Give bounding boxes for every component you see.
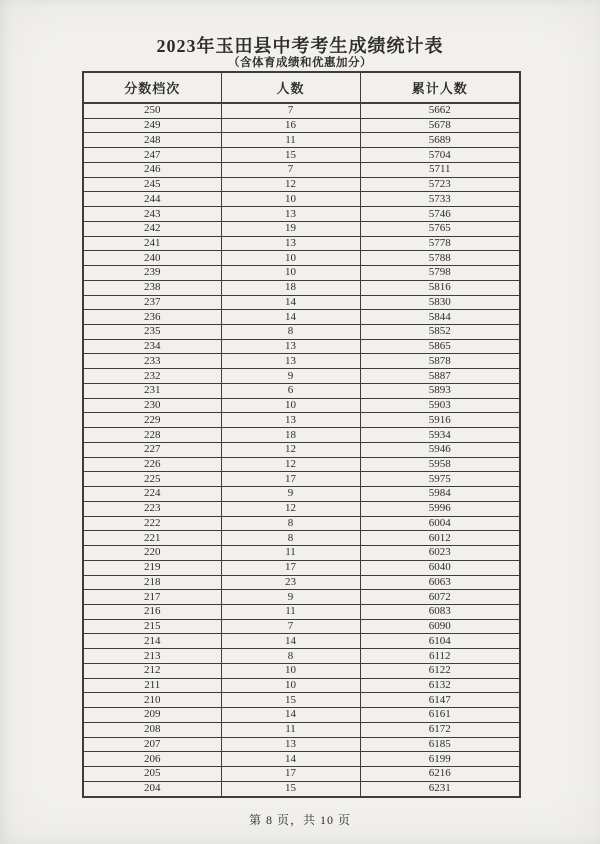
score-level-cell: 235 — [83, 325, 221, 340]
count-cell: 15 — [221, 693, 360, 708]
table-row — [83, 487, 520, 502]
score-level-cell: 209 — [83, 708, 221, 723]
score-level-cell: 227 — [83, 442, 221, 457]
count-cell: 17 — [221, 560, 360, 575]
count-cell: 7 — [221, 162, 360, 177]
cumulative-count-cell: 6072 — [360, 590, 520, 605]
cumulative-count-cell: 5975 — [360, 472, 520, 487]
count-cell: 8 — [221, 516, 360, 531]
cumulative-count-cell: 6040 — [360, 560, 520, 575]
cumulative-count-cell: 6132 — [360, 678, 520, 693]
table-row — [83, 310, 520, 325]
table-row — [83, 531, 520, 546]
count-cell: 10 — [221, 266, 360, 281]
page-title: 2023年玉田县中考考生成绩统计表 — [156, 36, 444, 56]
count-cell: 13 — [221, 413, 360, 428]
table-row — [83, 133, 520, 148]
table-row — [83, 693, 520, 708]
cumulative-count-cell: 6231 — [360, 781, 520, 796]
cumulative-count-cell: 5816 — [360, 280, 520, 295]
table-row — [83, 663, 520, 678]
table-row — [83, 369, 520, 384]
cumulative-count-cell: 5916 — [360, 413, 520, 428]
table-row — [83, 575, 520, 590]
cumulative-count-cell: 6090 — [360, 619, 520, 634]
cumulative-count-cell: 5746 — [360, 207, 520, 222]
score-level-cell: 218 — [83, 575, 221, 590]
score-level-cell: 224 — [83, 487, 221, 502]
score-level-cell: 223 — [83, 501, 221, 516]
cumulative-count-cell: 5893 — [360, 383, 520, 398]
cumulative-count-cell: 5958 — [360, 457, 520, 472]
table-row — [83, 339, 520, 354]
cumulative-count-cell: 6023 — [360, 546, 520, 561]
score-level-cell: 212 — [83, 663, 221, 678]
score-level-cell: 221 — [83, 531, 221, 546]
cumulative-count-cell: 6104 — [360, 634, 520, 649]
column-header-cumulative-count: 累计人数 — [360, 72, 520, 103]
cumulative-count-cell: 6172 — [360, 722, 520, 737]
table-row — [83, 737, 520, 752]
table-row — [83, 442, 520, 457]
table-row — [83, 192, 520, 207]
count-cell: 14 — [221, 310, 360, 325]
score-level-cell: 233 — [83, 354, 221, 369]
count-cell: 13 — [221, 737, 360, 752]
score-level-cell: 207 — [83, 737, 221, 752]
score-level-cell: 228 — [83, 428, 221, 443]
cumulative-count-cell: 5887 — [360, 369, 520, 384]
table-row — [83, 634, 520, 649]
table-row — [83, 619, 520, 634]
count-cell: 9 — [221, 590, 360, 605]
cumulative-count-cell: 5852 — [360, 325, 520, 340]
count-cell: 13 — [221, 354, 360, 369]
table-row — [83, 649, 520, 664]
count-cell: 8 — [221, 649, 360, 664]
table-row — [83, 752, 520, 767]
cumulative-count-cell: 6216 — [360, 767, 520, 782]
count-cell: 10 — [221, 192, 360, 207]
score-level-cell: 247 — [83, 148, 221, 163]
table-row — [83, 325, 520, 340]
score-level-cell: 230 — [83, 398, 221, 413]
score-statistics-table — [82, 71, 521, 798]
table-row — [83, 516, 520, 531]
count-cell: 10 — [221, 251, 360, 266]
count-cell: 10 — [221, 398, 360, 413]
cumulative-count-cell: 5689 — [360, 133, 520, 148]
count-cell: 15 — [221, 148, 360, 163]
count-cell: 19 — [221, 221, 360, 236]
table-row — [83, 428, 520, 443]
cumulative-count-cell: 5984 — [360, 487, 520, 502]
count-cell: 18 — [221, 280, 360, 295]
count-cell: 14 — [221, 295, 360, 310]
score-level-cell: 234 — [83, 339, 221, 354]
cumulative-count-cell: 5878 — [360, 354, 520, 369]
table-row — [83, 207, 520, 222]
count-cell: 14 — [221, 752, 360, 767]
cumulative-count-cell: 6012 — [360, 531, 520, 546]
table-row — [83, 148, 520, 163]
page-number-footer: 第 8 页，共 10 页 — [248, 813, 351, 827]
score-level-cell: 239 — [83, 266, 221, 281]
count-cell: 13 — [221, 207, 360, 222]
count-cell: 12 — [221, 177, 360, 192]
score-level-cell: 211 — [83, 678, 221, 693]
cumulative-count-cell: 6161 — [360, 708, 520, 723]
table-row — [83, 546, 520, 561]
score-level-cell: 214 — [83, 634, 221, 649]
cumulative-count-cell: 6083 — [360, 604, 520, 619]
count-cell: 14 — [221, 634, 360, 649]
cumulative-count-cell: 5723 — [360, 177, 520, 192]
score-level-cell: 241 — [83, 236, 221, 251]
score-level-cell: 225 — [83, 472, 221, 487]
count-cell: 8 — [221, 531, 360, 546]
cumulative-count-cell: 6122 — [360, 663, 520, 678]
count-cell: 11 — [221, 722, 360, 737]
cumulative-count-cell: 5678 — [360, 118, 520, 133]
score-level-cell: 248 — [83, 133, 221, 148]
score-level-cell: 208 — [83, 722, 221, 737]
table-row — [83, 236, 520, 251]
cumulative-count-cell: 5865 — [360, 339, 520, 354]
count-cell: 9 — [221, 369, 360, 384]
score-level-cell: 242 — [83, 221, 221, 236]
table-row — [83, 266, 520, 281]
count-cell: 6 — [221, 383, 360, 398]
cumulative-count-cell: 5934 — [360, 428, 520, 443]
count-cell: 23 — [221, 575, 360, 590]
count-cell: 18 — [221, 428, 360, 443]
page-subtitle: （含体育成绩和优惠加分） — [228, 57, 372, 69]
cumulative-count-cell: 5662 — [360, 103, 520, 118]
count-cell: 13 — [221, 339, 360, 354]
score-level-cell: 226 — [83, 457, 221, 472]
table-header — [83, 72, 520, 103]
score-level-cell: 250 — [83, 103, 221, 118]
score-level-cell: 245 — [83, 177, 221, 192]
cumulative-count-cell: 6004 — [360, 516, 520, 531]
count-cell: 16 — [221, 118, 360, 133]
count-cell: 9 — [221, 487, 360, 502]
cumulative-count-cell: 6063 — [360, 575, 520, 590]
table-row — [83, 590, 520, 605]
table-row — [83, 354, 520, 369]
cumulative-count-cell: 5903 — [360, 398, 520, 413]
score-level-cell: 240 — [83, 251, 221, 266]
table-row — [83, 177, 520, 192]
cumulative-count-cell: 5711 — [360, 162, 520, 177]
column-header-score-level: 分数档次 — [83, 72, 221, 103]
cumulative-count-cell: 5788 — [360, 251, 520, 266]
score-level-cell: 205 — [83, 767, 221, 782]
column-header-count: 人数 — [221, 72, 360, 103]
score-level-cell: 236 — [83, 310, 221, 325]
count-cell: 14 — [221, 708, 360, 723]
table-row — [83, 280, 520, 295]
count-cell: 12 — [221, 442, 360, 457]
score-level-cell: 215 — [83, 619, 221, 634]
count-cell: 11 — [221, 604, 360, 619]
score-level-cell: 244 — [83, 192, 221, 207]
count-cell: 17 — [221, 472, 360, 487]
cumulative-count-cell: 5830 — [360, 295, 520, 310]
score-level-cell: 249 — [83, 118, 221, 133]
table-row — [83, 118, 520, 133]
table-row — [83, 708, 520, 723]
score-level-cell: 216 — [83, 604, 221, 619]
table-row — [83, 722, 520, 737]
table-row — [83, 781, 520, 796]
cumulative-count-cell: 6112 — [360, 649, 520, 664]
table-row — [83, 604, 520, 619]
count-cell: 12 — [221, 457, 360, 472]
score-level-cell: 204 — [83, 781, 221, 796]
table-row — [83, 472, 520, 487]
count-cell: 17 — [221, 767, 360, 782]
score-level-cell: 210 — [83, 693, 221, 708]
score-level-cell: 243 — [83, 207, 221, 222]
cumulative-count-cell: 5778 — [360, 236, 520, 251]
score-level-cell: 246 — [83, 162, 221, 177]
table-body — [83, 103, 520, 797]
score-level-cell: 237 — [83, 295, 221, 310]
score-level-cell: 222 — [83, 516, 221, 531]
count-cell: 12 — [221, 501, 360, 516]
cumulative-count-cell: 5798 — [360, 266, 520, 281]
score-level-cell: 229 — [83, 413, 221, 428]
count-cell: 7 — [221, 619, 360, 634]
cumulative-count-cell: 5733 — [360, 192, 520, 207]
score-level-cell: 220 — [83, 546, 221, 561]
table-row — [83, 413, 520, 428]
table-row — [83, 457, 520, 472]
cumulative-count-cell: 6199 — [360, 752, 520, 767]
table-row — [83, 251, 520, 266]
table-row — [83, 398, 520, 413]
cumulative-count-cell: 6147 — [360, 693, 520, 708]
table-row — [83, 678, 520, 693]
cumulative-count-cell: 5844 — [360, 310, 520, 325]
score-level-cell: 219 — [83, 560, 221, 575]
count-cell: 10 — [221, 663, 360, 678]
table-row — [83, 560, 520, 575]
score-level-cell: 231 — [83, 383, 221, 398]
cumulative-count-cell: 5996 — [360, 501, 520, 516]
score-level-cell: 232 — [83, 369, 221, 384]
count-cell: 15 — [221, 781, 360, 796]
count-cell: 8 — [221, 325, 360, 340]
score-level-cell: 213 — [83, 649, 221, 664]
table-row — [83, 162, 520, 177]
score-level-cell: 206 — [83, 752, 221, 767]
table-row — [83, 295, 520, 310]
count-cell: 11 — [221, 133, 360, 148]
cumulative-count-cell: 5946 — [360, 442, 520, 457]
cumulative-count-cell: 5704 — [360, 148, 520, 163]
cumulative-count-cell: 6185 — [360, 737, 520, 752]
count-cell: 11 — [221, 546, 360, 561]
table-row — [83, 103, 520, 118]
table-row — [83, 383, 520, 398]
score-level-cell: 217 — [83, 590, 221, 605]
score-level-cell: 238 — [83, 280, 221, 295]
header-row — [83, 72, 520, 103]
cumulative-count-cell: 5765 — [360, 221, 520, 236]
table-row — [83, 767, 520, 782]
count-cell: 10 — [221, 678, 360, 693]
count-cell: 13 — [221, 236, 360, 251]
table-row — [83, 221, 520, 236]
count-cell: 7 — [221, 103, 360, 118]
table-row — [83, 501, 520, 516]
